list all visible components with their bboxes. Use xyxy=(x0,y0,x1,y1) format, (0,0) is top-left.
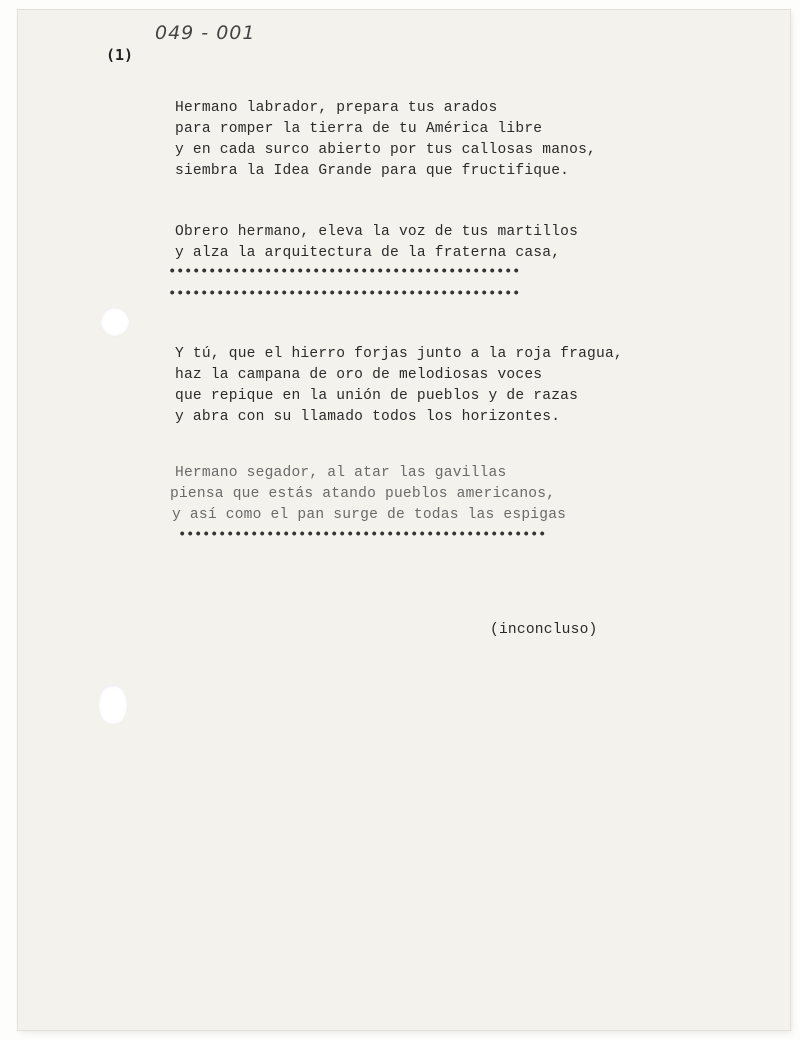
stanza-1-line-1: Hermano labrador, prepara tus arados xyxy=(175,100,498,116)
unfinished-note: (inconcluso) xyxy=(490,622,598,638)
stanza-1-line-3: y en cada surco abierto por tus callosas manos, xyxy=(175,142,597,158)
stanza-3-line-3: que repique en la unión de pueblos y de razas xyxy=(175,388,579,404)
stanza-2-line-2: y alza la arquitectura de la fraterna casa, xyxy=(175,245,561,261)
stanza-3-line-1: Y tú, que el hierro forjas junto a la roja fragua, xyxy=(175,346,623,362)
ellipsis-row: •••••••••••••••••••••••••••••••••••••••••••• xyxy=(168,264,521,280)
stanza-4-line-2: piensa que estás atando pueblos americanos, xyxy=(170,486,556,502)
stanza-4-line-1: Hermano segador, al atar las gavillas xyxy=(175,465,507,481)
ellipsis-row: •••••••••••••••••••••••••••••••••••••••••••••• xyxy=(178,527,547,543)
page-number: (1) xyxy=(106,46,134,64)
handwritten-reference: 049 - 001 xyxy=(155,22,256,44)
stanza-3-line-2: haz la campana de oro de melodiosas voces xyxy=(175,367,543,383)
stanza-2-line-1: Obrero hermano, eleva la voz de tus martillos xyxy=(175,224,579,240)
torn-hole xyxy=(98,685,128,725)
stanza-3-line-4: y abra con su llamado todos los horizontes. xyxy=(175,409,561,425)
stanza-1-line-2: para romper la tierra de tu América libre xyxy=(175,121,543,137)
punch-hole xyxy=(100,307,130,337)
ellipsis-row: •••••••••••••••••••••••••••••••••••••••••••• xyxy=(168,286,521,302)
stanza-4-line-3: y así como el pan surge de todas las espigas xyxy=(172,507,567,523)
stanza-1-line-4: siembra la Idea Grande para que fructifique. xyxy=(175,163,570,179)
